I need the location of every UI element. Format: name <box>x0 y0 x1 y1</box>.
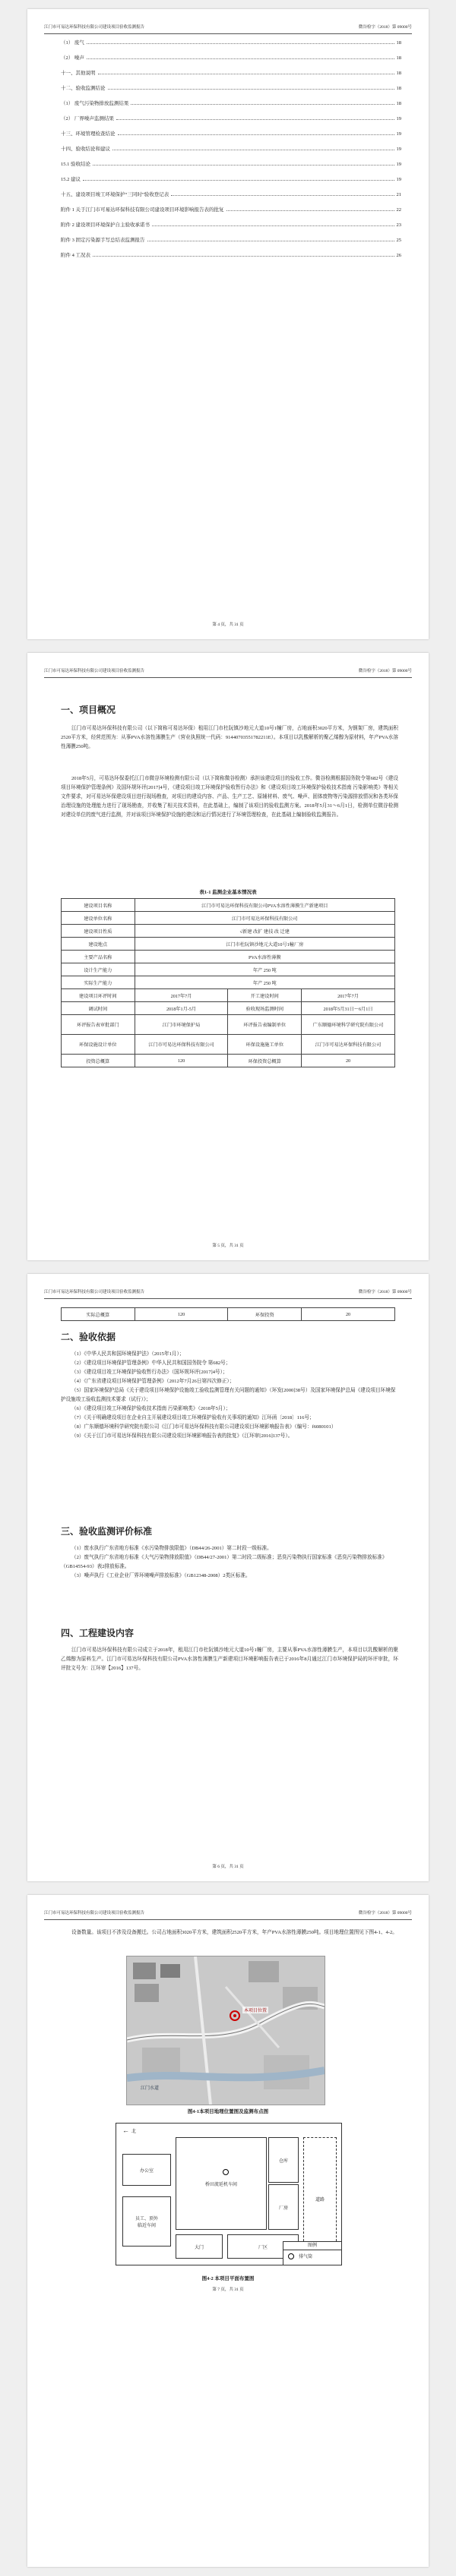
header-left: 江门市可易达环保科技有限公司建设项目验收监测报告 <box>44 25 145 30</box>
toc-entry-page: 26 <box>396 253 401 258</box>
plan-stack-marker-icon <box>223 2169 229 2175</box>
basis-item: （1）《中华人民共和国环境保护法》（2015年1月）； <box>71 1351 185 1357</box>
toc-entry-title: 附件 3 固定污染源手写总结表监测报告 <box>61 238 145 243</box>
page-footer: 第 7 页，共 31 页 <box>212 2288 244 2292</box>
toc-entry-title: （2） 噪声 <box>61 55 84 61</box>
toc-entry[interactable] <box>61 167 401 182</box>
map-river-label: 江门水道 <box>141 2086 160 2091</box>
section-heading-2: 二、验收依据 <box>61 1332 116 1342</box>
toc-entry[interactable] <box>61 197 401 213</box>
basis-item: （3）《建设项目竣工环境保护验收暂行办法》（国环规环评[2017]4号）； <box>71 1370 228 1375</box>
toc-entry[interactable] <box>61 121 401 137</box>
table-key: 验收现场监测时间 <box>228 1002 302 1015</box>
project-info-table-cont <box>61 1307 395 1321</box>
figure-4-2-caption: 图4-2 本项目平面布置图 <box>201 2276 255 2281</box>
toc-entry[interactable] <box>61 243 401 258</box>
project-info-table <box>61 898 395 1067</box>
header-left: 江门市可易达环保科技有限公司建设项目验收监测报告 <box>44 669 145 673</box>
toc-entry-page: 23 <box>396 222 401 228</box>
toc-entry-page: 18 <box>396 55 401 61</box>
plan-workshop: 桥田流延机车间 <box>176 2137 267 2230</box>
toc-entry-title: 附件 2 建设项目环境保护自主验收承诺书 <box>61 222 150 228</box>
table-value: 江门市可易达环保科技有限公司PVA水溶性薄膜生产新建项目 <box>135 899 394 912</box>
overview-paragraph-1: 江门市可易达环保科技有限公司（以下简称可易达环保）租用江门市杜阮镇沙地元大道10号1幢厂房，占地面积3020平方米，为钢架厂房，建筑面积2520平方米，经营范围为：从事PVA水溶性薄膜生产（营业执照统一代码：91440703551782211E）。本项目以乳酸解析的聚乙烯醇为原材料，年产PVA水溶性薄膜250吨。 <box>61 726 398 749</box>
table-row: 实际总概算 120 环保投资 20 <box>62 1308 395 1321</box>
header-right: 微谷检字（2018）第 09000号 <box>358 25 412 30</box>
table-key: 实际生产能力 <box>62 976 135 989</box>
basis-item: （6）《建设项目竣工环境保护验收技术指南 污染影响类》（2018年5月）； <box>71 1406 231 1411</box>
toc-leader <box>108 89 394 90</box>
table-row <box>62 951 395 963</box>
overview-paragraph-2: 2018年5月，可易达环保委托江门市微谷环境检测有限公司（以下简称微谷检测）承担该建设项目的验收工作。微谷检测根据国务院令第682号《建设项目环境保护管理条例》及国环规环评[2017]4号，《建设项目竣工环境保护验收暂行办法》和《建设项目竣工环境保护验收技术指南 污染影响类》等相关文件要求，对可易达环保建设项目进行现场勘查，对项目的建设内容、产品、生产工艺、原辅材料、废气、噪声、固体废物等污染源排放情况和各类环保治理设施的处理能力进行了现场勘查，并收集了相关技术资料，在此基础上，编制了该项目的验收监测方案。2018年5月31～6月1日，检测单位微谷检测对建设单位的废气进行监测，并对该项目环境保护设施的建设和运行情况进行了环境管理检查，在此基础上编制验收监测报告。 <box>61 776 398 818</box>
table-key: 建设单位名称 <box>62 912 135 925</box>
toc-entry[interactable] <box>61 152 401 167</box>
table-value: 2017年7月 <box>302 989 395 1002</box>
page-footer: 第 4 页，共 31 页 <box>212 623 244 627</box>
toc-entry[interactable] <box>61 61 401 76</box>
toc-entry-page: 18 <box>396 86 401 91</box>
basis-item: （5）国家环境保护总局《关于建设项目环境保护设施竣工验收监测管理有关问题的通知》（环发[2000]38号）及国家环境保护总局《建设项目环境保护设施竣工验收监测技术要求（试行）》； <box>61 1388 396 1402</box>
toc-leader <box>93 165 394 166</box>
standard-item: （1）废水执行广东省地方标准《水污染物排放限值》（DB44/26-2001）第二时段一级标准。 <box>71 1546 272 1551</box>
table-value: 江门市可易达环保科技有限公司 <box>135 1035 228 1055</box>
table-key: 建设项目性质 <box>62 925 135 938</box>
page-footer: 第 5 页，共 31 页 <box>212 1244 244 1248</box>
north-arrow-icon: ← <box>122 2127 129 2134</box>
table-key: 环评报告表审批部门 <box>62 1015 135 1035</box>
plan-gate: 大门 <box>176 2234 223 2259</box>
map-site-label: 本项目位置 <box>242 2007 268 2013</box>
toc-entry-page: 18 <box>396 40 401 46</box>
toc-leader <box>152 225 394 226</box>
plan-next-workshop: 员工、顶外 临近车间 <box>122 2196 171 2247</box>
basis-list <box>61 1350 398 1441</box>
page-footer: 第 6 页，共 31 页 <box>212 1865 244 1869</box>
toc-entry[interactable] <box>61 182 401 197</box>
standard-item: （3）噪声执行《工业企业厂界环境噪声排放标准》（GB12348-2008）2类区标准。 <box>71 1573 251 1578</box>
table-value: √新建 改扩 建技 改 迁建 <box>135 925 394 938</box>
table-key: 环评报告表编制单位 <box>228 1015 302 1035</box>
table-value: 年产 250 吨 <box>135 976 394 989</box>
toc-entry[interactable] <box>61 228 401 243</box>
toc-entry-title: 十五、建设项目竣工环境保护“三同时”验收登记表 <box>61 192 169 197</box>
header-right: 微谷检字（2018）第 09000号 <box>358 1290 412 1294</box>
table-key: 开工建设时间 <box>228 989 302 1002</box>
table-row <box>62 1035 395 1055</box>
table-row <box>62 963 395 976</box>
table-key: 建设项目名称 <box>62 899 135 912</box>
table-key: 设计生产能力 <box>62 963 135 976</box>
table-value: PVA水溶性薄膜 <box>135 951 394 963</box>
toc-entry[interactable] <box>61 30 401 46</box>
table-row <box>62 1002 395 1015</box>
toc-leader <box>87 43 394 44</box>
toc-entry[interactable] <box>61 46 401 61</box>
toc-entry[interactable] <box>61 91 401 106</box>
table-value: 2018年5月31日～6月1日 <box>302 1002 395 1015</box>
legend-title: 图例 <box>283 2242 341 2250</box>
table-value: 江门市杜阮镇沙地元大道10号1幢厂房 <box>135 938 394 951</box>
table-row <box>62 989 395 1002</box>
toc-entry[interactable] <box>61 76 401 91</box>
toc-entry-title: 15.1 验收结论 <box>61 162 90 167</box>
toc-leader <box>131 104 394 105</box>
table-value: 广东顺德环境科学研究院有限公司 <box>302 1015 395 1035</box>
basis-item: （7）《关于明确建设项目在企业自主开展建设项目竣工环境保护验收有关事项的通知》江环函〔2018〕116号； <box>71 1415 315 1420</box>
table-value: 120 <box>135 1055 228 1067</box>
exhaust-stack-icon <box>288 2253 294 2259</box>
basis-item: （9）《关于江门市可易达环保科技有限公司建设项目环境影响报告表的批复》（江环审[2016]137号）。 <box>71 1433 293 1439</box>
table-key: 建设地点 <box>62 938 135 951</box>
table-of-contents <box>61 30 401 258</box>
table-value: 江门市环境保护局 <box>135 1015 228 1035</box>
toc-entry-title: 十三、环境管理检查结论 <box>61 131 116 137</box>
page-header <box>44 1909 412 1920</box>
plan-office: 办公室 <box>122 2154 171 2186</box>
table-value: 2017年7月 <box>135 989 228 1002</box>
header-right: 微谷检字（2018）第 09000号 <box>358 669 412 673</box>
section-heading-1: 一、项目概况 <box>61 705 116 715</box>
toc-entry-page: 18 <box>396 71 401 76</box>
section-heading-3: 三、验收监测评价标准 <box>61 1526 153 1537</box>
table-row <box>62 1015 395 1035</box>
toc-entry-page: 19 <box>396 177 401 182</box>
table-key: 环保投资总概算 <box>228 1055 302 1067</box>
plan-road: 道路 <box>303 2137 337 2260</box>
toc-leader <box>116 119 394 120</box>
table-key: 环保设施设计单位 <box>62 1035 135 1055</box>
toc-entry-title: （2） 厂界噪声监测结果 <box>61 116 114 121</box>
header-left: 江门市可易达环保科技有限公司建设项目验收监测报告 <box>44 1911 145 1915</box>
construction-paragraph: 江门市可易达环保科技有限公司成立于2018年，租用江门市杜阮镇沙地元大道10号1幢厂房，主要从事PVA水溶性薄膜生产，本项目以乳酸解析的聚乙烯醇为原料生产。江门市可易达环保科技有限公司PVA水溶性薄膜生产新建项目环境影响报告表已于2016年8月通过江门市环境保护局的环评审批，环评批文号为：江环审【2016】137号。 <box>61 1647 398 1671</box>
toc-entry-page: 21 <box>396 192 401 197</box>
plan-yard: 厂区 <box>227 2234 299 2259</box>
table-value: 江门市可易达环保科技有限公司 <box>302 1035 395 1055</box>
table-value: 江门市可易达环保科技有限公司 <box>135 912 394 925</box>
toc-leader <box>87 58 394 59</box>
table-key: 主要产品名称 <box>62 951 135 963</box>
table-row <box>62 899 395 912</box>
table-key: 调试时间 <box>62 1002 135 1015</box>
toc-leader <box>226 210 394 211</box>
toc-entry[interactable] <box>61 213 401 228</box>
toc-entry-title: 十四、验收结论和建议 <box>61 147 110 152</box>
toc-leader <box>118 134 394 135</box>
toc-entry-title: 15.2 建议 <box>61 177 81 182</box>
table-row <box>62 938 395 951</box>
location-map <box>126 1956 325 2105</box>
table-key: 建设项目环评时间 <box>62 989 135 1002</box>
report-page-7 <box>27 1895 429 2567</box>
toc-entry-page: 25 <box>396 238 401 243</box>
report-page-6 <box>27 1274 429 1881</box>
table-caption: 表1-1 监测企业基本情况表 <box>199 890 257 895</box>
legend-item: 排气筒 <box>299 2255 313 2259</box>
toc-entry[interactable] <box>61 106 401 121</box>
table-value: 20 <box>302 1055 395 1067</box>
toc-entry-page: 19 <box>396 131 401 137</box>
north-label: 北 <box>131 2130 137 2134</box>
page-header <box>44 667 412 678</box>
standard-item: （2）废气执行广东省地方标准《大气污染物排放限值》（DB44/27-2001）第二时段二级标准；恶臭污染物执行国家标准《恶臭污染物排放标准》（GB14554-93）表2排放标准。 <box>61 1555 388 1569</box>
plan-legend <box>283 2241 342 2265</box>
toc-entry-page: 19 <box>396 147 401 152</box>
toc-entry-title: （1） 废气污染物排放监测结果 <box>61 101 129 106</box>
page-header <box>44 1288 412 1299</box>
toc-leader <box>171 195 394 196</box>
table-value: 2018年1月-5月 <box>135 1002 228 1015</box>
basis-item: （8）广东顺德环境科学研究院有限公司《江门市可易达环保科技有限公司建设项目环境影响报告表》（编号：f6080101） <box>71 1424 337 1430</box>
header-left: 江门市可易达环保科技有限公司建设项目验收监测报告 <box>44 1290 145 1294</box>
table-row <box>62 912 395 925</box>
table-key: 投资总概算 <box>62 1055 135 1067</box>
figure-4-1-caption: 图4-1本项目地理位置图及监测布点图 <box>187 2109 269 2114</box>
section-heading-4: 四、工程建设内容 <box>61 1628 135 1638</box>
toc-entry-title: 十一、其他说明 <box>61 71 96 76</box>
table-row <box>62 976 395 989</box>
toc-entry-title: 附件 4 工况表 <box>61 253 90 258</box>
plan-warehouse: 仓库 <box>268 2137 299 2183</box>
header-right: 微谷检字（2018）第 09000号 <box>358 1911 412 1915</box>
table-key: 环保设施施工单位 <box>228 1035 302 1055</box>
plan-factory: 厂房 <box>268 2184 299 2230</box>
basis-item: （4）《广东省建设项目环境保护管理条例》（2012年7月26日第四次修正）； <box>71 1379 235 1384</box>
toc-entry-page: 19 <box>396 116 401 121</box>
toc-leader <box>93 256 394 257</box>
toc-entry-page: 22 <box>396 207 401 213</box>
toc-entry-page: 18 <box>396 101 401 106</box>
table-value: 年产 250 吨 <box>135 963 394 976</box>
toc-entry-title: （1） 废气 <box>61 40 84 46</box>
toc-entry-title: 十二、验收监测结论 <box>61 86 106 91</box>
map-drawing <box>127 1956 325 2105</box>
report-page-5 <box>27 653 429 1260</box>
location-paragraph: 设备数量。该项目不涉及设备搬迁。公司占地面积3020平方米，建筑面积2520平方米，年产PVA水溶性薄膜250吨。项目地理位置图见下图4-1、4-2。 <box>71 1930 397 1935</box>
table-row <box>62 1055 395 1067</box>
table-row <box>62 925 395 938</box>
standards-list <box>61 1544 398 1581</box>
report-page-4 <box>27 9 429 639</box>
toc-entry-page: 19 <box>396 162 401 167</box>
toc-entry-title: 附件 1 关于江门市可易达环保科技有限公司建设项目环境影响报告表的批复 <box>61 207 224 213</box>
toc-leader <box>83 180 394 181</box>
basis-item: （2）《建设项目环境保护管理条例》中华人民共和国国务院令 第682号； <box>71 1361 231 1366</box>
toc-entry[interactable] <box>61 137 401 152</box>
